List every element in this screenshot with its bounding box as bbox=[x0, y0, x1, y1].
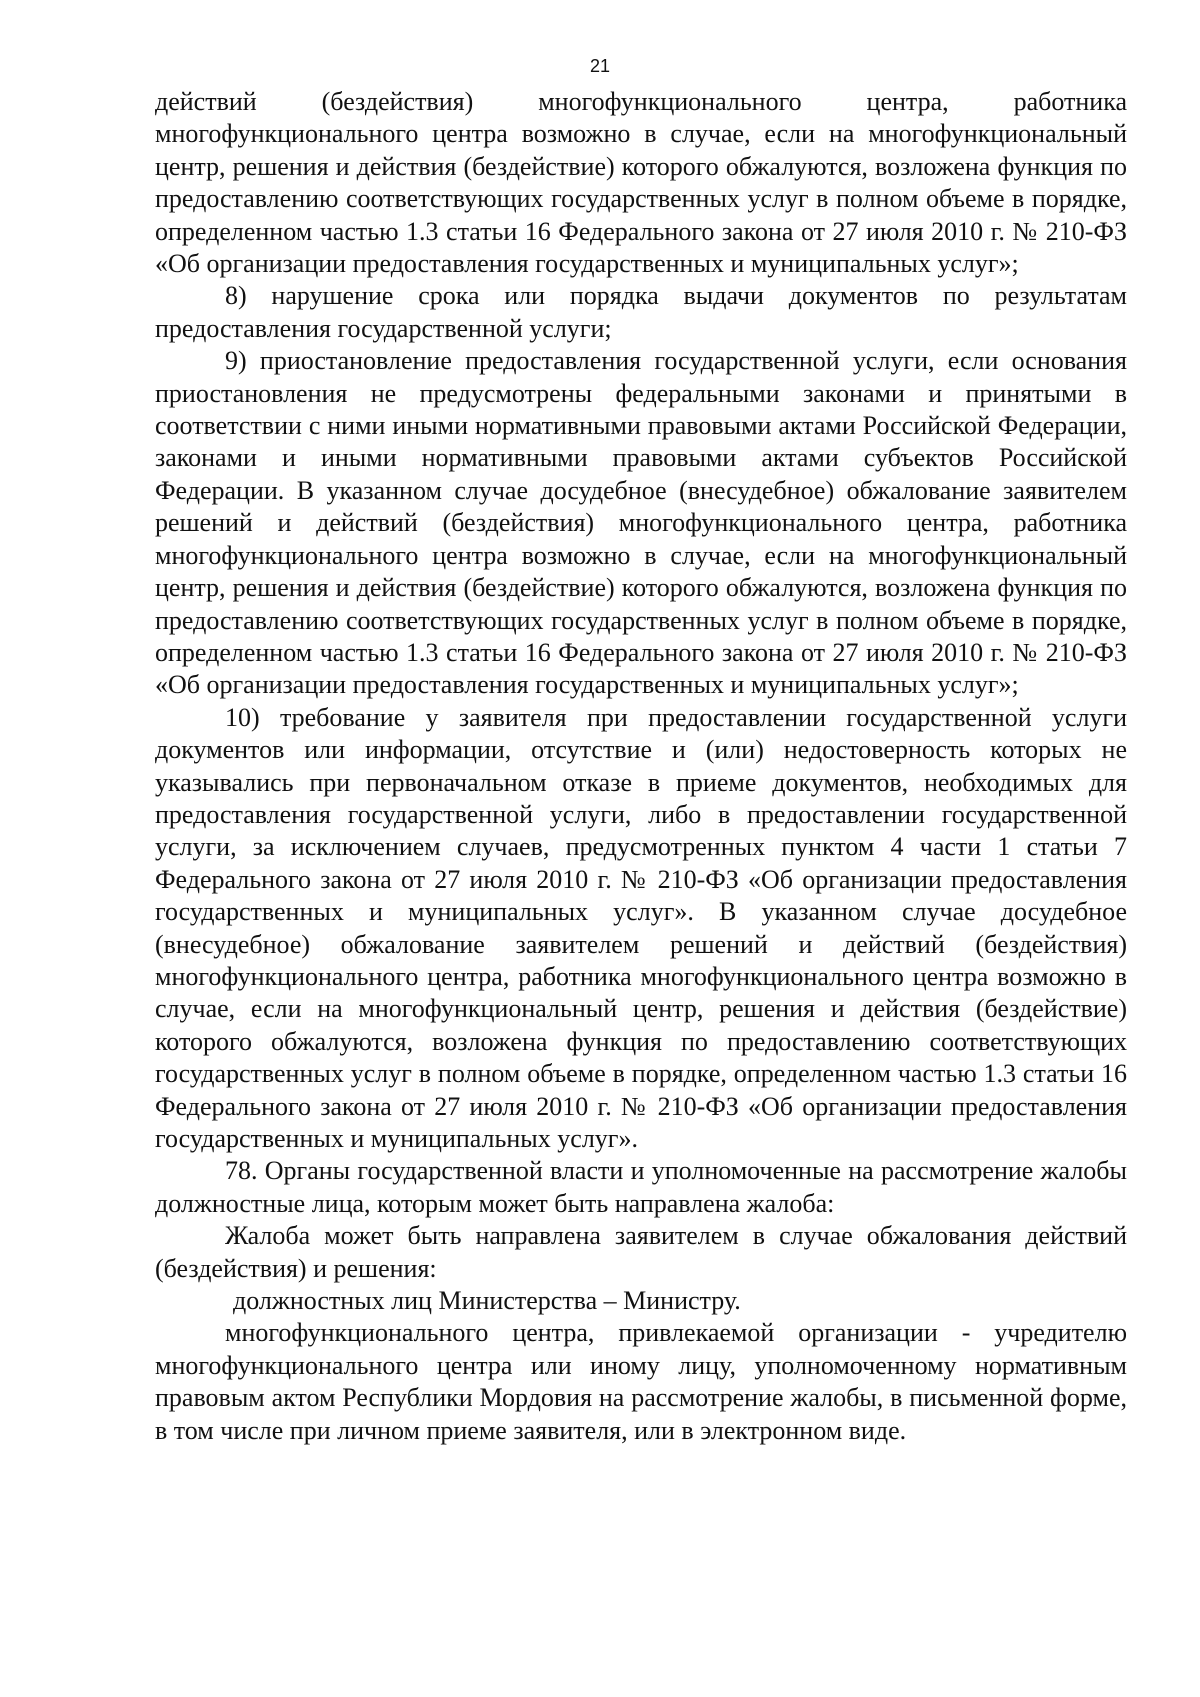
paragraph-item-9: 9) приостановление предоставления государственной услуги, если основания приостановления не предусмотрены федеральными законами и принятыми в соответствии с ними иными нормативными правовыми актами Российской Федерации, законами и иными нормативными правовыми актами субъектов Российской Федерации. В указанном случае досудебное (внесудебное) обжалование заявителем решений и действий (бездействия) многофункционального центра, работника многофункционального центра возможно в случае, если на многофункциональный центр, решения и действия (бездействие) которого обжалуются, возложена функция по предоставлению соответствующих государственных услуг в полном объеме в порядке, определенном частью 1.3 статьи 16 Федерального закона от 27 июля 2010 г. № 210-ФЗ «Об организации предоставления государственных и муниципальных услуг»; bbox=[155, 346, 1127, 700]
page-number: 21 bbox=[589, 56, 611, 76]
paragraph-item-8: 8) нарушение срока или порядка выдачи документов по результатам предоставления государственной услуги; bbox=[155, 281, 1127, 343]
paragraph-mfc-complaint: многофункционального центра, привлекаемой организации - учредителю многофункционального центра или иному лицу, уполномоченному нормативным правовым актом Республики Мордовия на рассмотрение жалобы, в письменной форме, в том числе при личном приеме заявителя, или в электронном виде. bbox=[155, 1318, 1127, 1445]
paragraph-continuation: действий (бездействия) многофункционального центра, работника многофункционального центра возможно в случае, если на многофункциональный центр, решения и действия (бездействие) которого обжалуются, возложена функция по предоставлению соответствующих государственных услуг в полном объеме в порядке, определенном частью 1.3 статьи 16 Федерального закона от 27 июля 2010 г. № 210-ФЗ «Об организации предоставления государственных и муниципальных услуг»; bbox=[155, 87, 1127, 279]
paragraph-section-78: 78. Органы государственной власти и уполномоченные на рассмотрение жалобы должностные лица, которым может быть направлена жалоба: bbox=[155, 1156, 1127, 1218]
paragraph-complaint-intro: Жалоба может быть направлена заявителем в случае обжалования действий (бездействия) и решения: bbox=[155, 1221, 1127, 1283]
document-body bbox=[155, 86, 1127, 1447]
paragraph-item-10: 10) требование у заявителя при предоставлении государственной услуги документов или информации, отсутствие и (или) недостоверность которых не указывались при первоначальном отказе в приеме документов, необходимых для предоставления государственной услуги, либо в предоставлении государственной услуги, за исключением случаев, предусмотренных пунктом 4 части 1 статьи 7 Федерального закона от 27 июля 2010 г. № 210-ФЗ «Об организации предоставления государственных и муниципальных услуг». В указанном случае досудебное (внесудебное) обжалование заявителем решений и действий (бездействия) многофункционального центра, работника многофункционального центра возможно в случае, если на многофункциональный центр, решения и действия (бездействие) которого обжалуются, возложена функция по предоставлению соответствующих государственных услуг в полном объеме в порядке, определенном частью 1.3 статьи 16 Федерального закона от 27 июля 2010 г. № 210-ФЗ «Об организации предоставления государственных и муниципальных услуг». bbox=[155, 702, 1127, 1153]
paragraph-ministry-officials: должностных лиц Министерства – Министру. bbox=[233, 1286, 741, 1316]
